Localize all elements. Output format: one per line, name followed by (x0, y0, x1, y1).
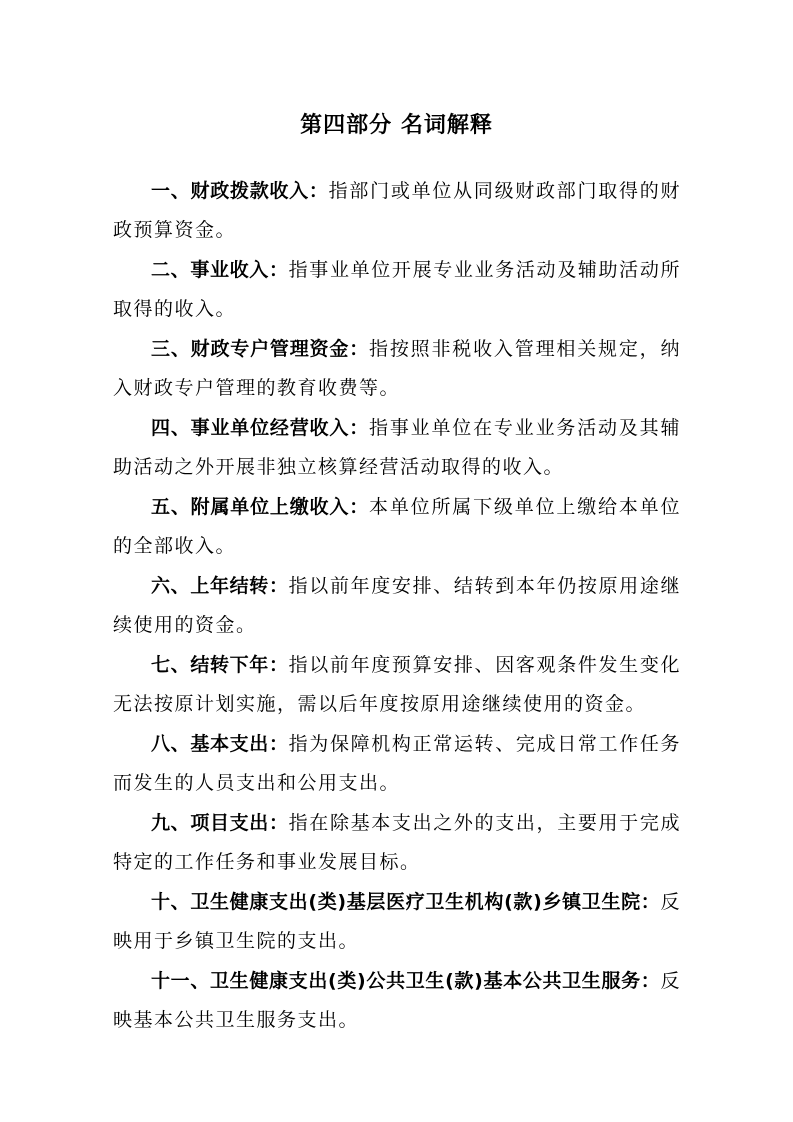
glossary-entry (113, 567, 681, 644)
glossary-definition: 指事业单位开展专业业务活动及辅助活动所取得的收入。 (113, 259, 681, 320)
glossary-list (113, 172, 681, 1041)
glossary-definition: 本单位所属下级单位上缴给本单位的全部收入。 (113, 496, 681, 557)
glossary-entry (113, 646, 681, 723)
glossary-definition: 指以前年度安排、结转到本年仍按原用途继续使用的资金。 (113, 575, 681, 636)
glossary-entry (113, 962, 681, 1039)
glossary-term: 十一、卫生健康支出(类)公共卫生(款)基本公共卫生服务： (151, 970, 661, 992)
glossary-entry (113, 804, 681, 881)
glossary-term: 十、卫生健康支出(类)基层医疗卫生机构(款)乡镇卫生院： (151, 891, 661, 913)
glossary-term: 八、基本支出： (151, 733, 289, 755)
glossary-term: 四、事业单位经营收入： (151, 417, 370, 439)
glossary-entry (113, 251, 681, 328)
glossary-entry (113, 488, 681, 565)
glossary-definition: 指以前年度预算安排、因客观条件发生变化无法按原计划实施，需以后年度按原用途继续使用的资金。 (113, 654, 681, 715)
glossary-definition: 指在除基本支出之外的支出，主要用于完成特定的工作任务和事业发展目标。 (113, 812, 681, 873)
glossary-definition: 指部门或单位从同级财政部门取得的财政预算资金。 (113, 180, 681, 241)
glossary-term: 六、上年结转： (151, 575, 289, 597)
glossary-definition: 反映基本公共卫生服务支出。 (113, 970, 681, 1031)
glossary-term: 五、附属单位上缴收入： (151, 496, 370, 518)
glossary-term: 三、财政专户管理资金： (151, 338, 370, 360)
glossary-definition: 指为保障机构正常运转、完成日常工作任务而发生的人员支出和公用支出。 (113, 733, 681, 794)
glossary-entry (113, 409, 681, 486)
glossary-term: 七、结转下年： (151, 654, 289, 676)
glossary-entry (113, 172, 681, 249)
page-title: 第四部分 名词解释 (300, 113, 493, 138)
glossary-definition: 指事业单位在专业业务活动及其辅助活动之外开展非独立核算经营活动取得的收入。 (113, 417, 681, 478)
glossary-entry (113, 883, 681, 960)
glossary-definition: 反映用于乡镇卫生院的支出。 (113, 891, 681, 952)
glossary-entry (113, 330, 681, 407)
glossary-term: 九、项目支出： (151, 812, 289, 834)
glossary-term: 一、财政拨款收入： (151, 180, 329, 202)
glossary-term: 二、事业收入： (151, 259, 289, 281)
glossary-entry (113, 725, 681, 802)
glossary-definition: 指按照非税收入管理相关规定，纳入财政专户管理的教育收费等。 (113, 338, 681, 399)
